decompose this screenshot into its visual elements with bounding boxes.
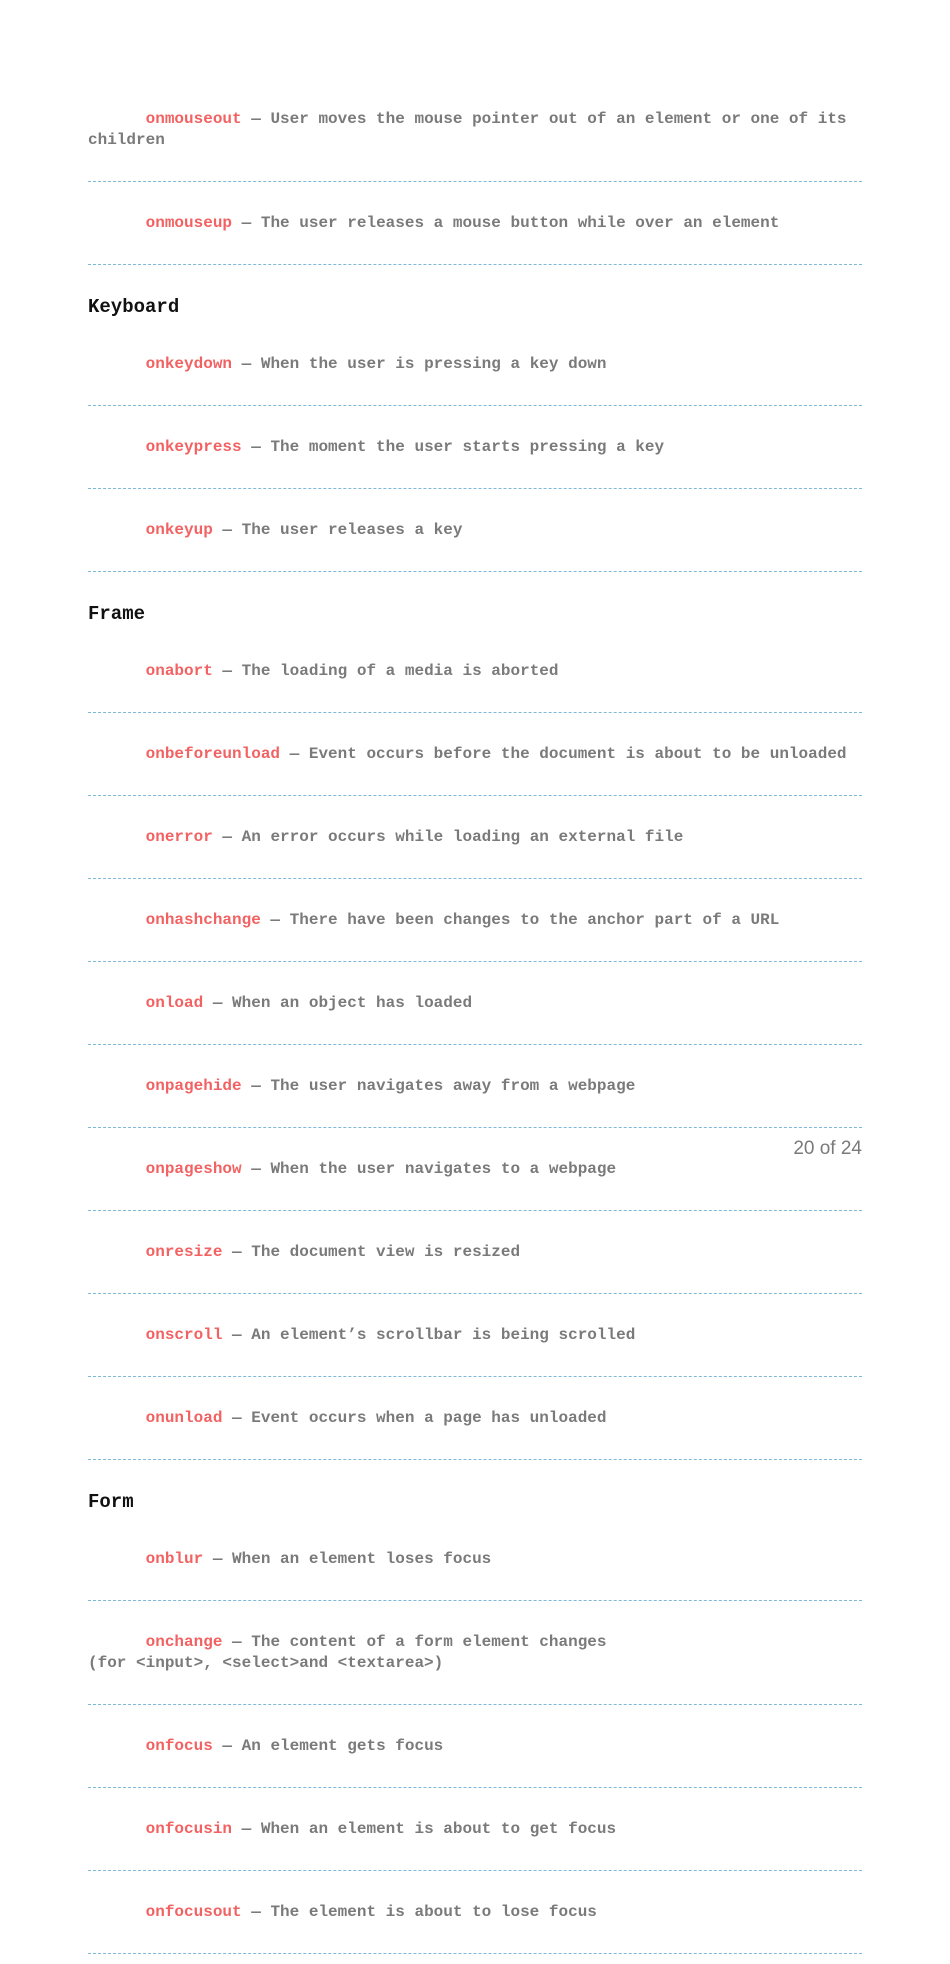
event-description: There have been changes to the anchor part of a URL [289,911,780,929]
event-description: Event occurs when a page has unloaded [251,1409,607,1427]
list-item: onkeydown — When the user is pressing a key down [88,333,862,406]
page-content [88,88,862,1964]
list-item: onabort — The loading of a media is aborted [88,640,862,713]
event-description: The document view is resized [251,1243,521,1261]
event-description: The loading of a media is aborted [241,662,559,680]
list-item: onscroll — An element’s scrollbar is being scrolled [88,1304,862,1377]
page-number: 20 of 24 [793,1138,862,1159]
event-name: onabort [145,662,213,680]
event-name: onmouseout [145,110,242,128]
event-name: onhashchange [145,911,261,929]
list-item: onblur — When an element loses focus [88,1528,862,1601]
list-item: onfocusin — When an element is about to get focus [88,1798,862,1871]
list-item: onload — When an object has loaded [88,972,862,1045]
event-name: onpagehide [145,1077,242,1095]
event-name: onfocusout [145,1903,242,1921]
list-item: onkeypress — The moment the user starts pressing a key [88,416,862,489]
event-description: When the user is pressing a key down [260,355,607,373]
event-description: User moves the mouse pointer out of an element or one of its children [88,110,857,149]
list-item: onbeforeunload — Event occurs before the document is about to be unloaded [88,723,862,796]
event-description: The user releases a mouse button while over an element [260,214,780,232]
event-name: onkeydown [145,355,233,373]
event-description: An error occurs while loading an external file [241,828,684,846]
event-name: onscroll [145,1326,223,1344]
event-name: onload [145,994,204,1012]
event-description: The content of a form element changes (for <input>, <select>and <textarea>) [88,1633,607,1672]
event-name: onbeforeunload [145,745,281,763]
event-description: When the user navigates to a webpage [270,1160,617,1178]
list-item: onchange — The content of a form element changes (for <input>, <select>and <textarea>) [88,1611,862,1705]
section-keyboard [88,296,862,572]
list-item: onmouseup — The user releases a mouse button while over an element [88,192,862,265]
section-mouse-continued [88,88,862,265]
event-name: onfocus [145,1737,213,1755]
list-item: onkeyup — The user releases a key [88,499,862,572]
event-description: The moment the user starts pressing a key [270,438,665,456]
list-item: onerror — An error occurs while loading an external file [88,806,862,879]
event-description: Event occurs before the document is about to be unloaded [308,745,847,763]
event-name: onerror [145,828,213,846]
list-item: onfocusout — The element is about to lose focus [88,1881,862,1954]
event-description: The user releases a key [241,521,463,539]
section-heading: Keyboard [88,296,180,318]
event-name: onresize [145,1243,223,1261]
section-heading: Frame [88,603,146,625]
event-description: When an element loses focus [232,1550,492,1568]
event-description: When an element is about to get focus [260,1820,617,1838]
list-item: onmouseout — User moves the mouse pointer out of an element or one of its children [88,88,862,182]
list-item: onpagehide — The user navigates away from a webpage [88,1055,862,1128]
event-name: onblur [145,1550,204,1568]
section-form [88,1491,862,1954]
list-item: onunload — Event occurs when a page has unloaded [88,1387,862,1460]
list-item: onpageshow — When the user navigates to a webpage [88,1138,862,1211]
event-name: onmouseup [145,214,233,232]
list-item: onresize — The document view is resized [88,1221,862,1294]
event-description: The user navigates away from a webpage [270,1077,636,1095]
event-name: onpageshow [145,1160,242,1178]
list-item: onfocus — An element gets focus [88,1715,862,1788]
event-name: onunload [145,1409,223,1427]
event-description: An element gets focus [241,1737,444,1755]
event-name: onkeypress [145,438,242,456]
event-name: onfocusin [145,1820,233,1838]
event-name: onchange [145,1633,223,1651]
section-heading: Form [88,1491,134,1513]
section-frame [88,603,862,1460]
list-item: onhashchange — There have been changes to the anchor part of a URL [88,889,862,962]
event-description: When an object has loaded [232,994,473,1012]
event-name: onkeyup [145,521,213,539]
event-description: An element’s scrollbar is being scrolled [251,1326,636,1344]
event-description: The element is about to lose focus [270,1903,597,1921]
